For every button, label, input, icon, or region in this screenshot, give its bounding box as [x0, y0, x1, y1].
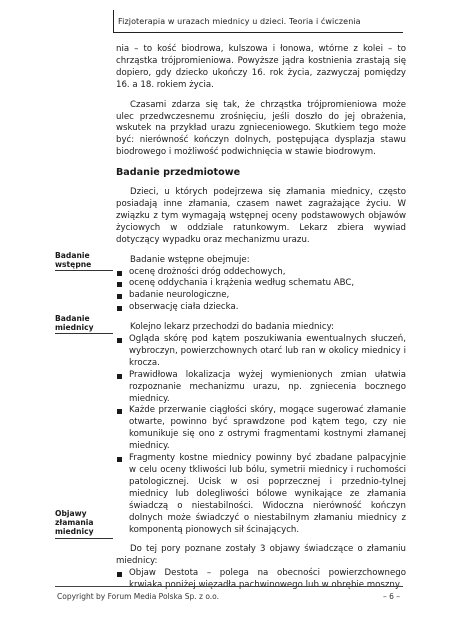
running-header: [113, 10, 403, 33]
bullet-icon: [117, 306, 122, 311]
list-item: ocenę oddychania i krążenia według schematu ABC,: [116, 278, 406, 290]
bullet-icon: [117, 457, 122, 462]
list-item: Fragmenty kostne miednicy powinny być zbadane palpacyjnie w celu oceny tkliwości lub bólu, symetrii miednicy i ruchomości patologicznej. Ucisk w osi poprzecznej i przednio-tylnej miednicy lub dolegliwości bólowe wynikające ze złamania świadczą o niestabilności. Widoczna nierówność kończyn dolnych może świadczyć o niestabilnym złamaniu miednicy z komponentą pionowych sił ścinających.: [116, 453, 406, 536]
list-item: Ogląda skórę pod kątem poszukiwania ewentualnych słuczeń, wybroczyn, powierzchownych otarć lub ran w okolicy miednicy i krocza.: [116, 334, 406, 370]
bullet-icon: [117, 282, 122, 287]
bullet-icon: [117, 572, 122, 577]
main-text: [116, 44, 406, 592]
list-pelvis-exam: [116, 334, 406, 536]
bullet-icon: [117, 338, 122, 343]
list-item: Objaw Destota – polega na obecności powierzchownego krwiaka poniżej więzadła pachwinowego lub w obrębie moszny.: [116, 568, 406, 592]
paragraph: nia – to kość biodrowa, kulszowa i łonowa, wtórne z kolei – to chrząstka trójpromieniowa. Powyższe jądra kostnienia zrastają się dopiero, gdy dziecko ukończy 16. rok życia, zazwyczaj pomiędzy 16. a 18. rokiem życia.: [116, 44, 406, 90]
list-initial-exam: [116, 267, 406, 315]
paragraph: Kolejno lekarz przechodzi do badania miednicy:: [130, 322, 334, 333]
list-signs: [116, 568, 406, 592]
list-item: Prawidłowa lokalizacja wyżej wymienionych zmian ułatwia rozpoznanie mechanizmu urazu, np. zgniecenia bocznego miednicy.: [116, 370, 406, 406]
bullet-icon: [117, 294, 122, 299]
side-label-badanie-wstepne: Badanie wstępne: [55, 251, 92, 269]
bullet-icon: [117, 271, 122, 276]
bullet-icon: [117, 374, 122, 379]
list-item: badanie neurologiczne,: [116, 290, 406, 302]
paragraph: Czasami zdarza się tak, że chrząstka trójpromieniowa może ulec przedwczesnemu zrośnięciu, jeśli doszło do jej obrażenia, wskutek na przykład urazu zgnieceniowego. Skutkiem tego może być: nierówność kończyn dolnych, postępująca dysplazja stawu biodrowego i możliwość podwichnięcia w stawie biodrowym.: [116, 99, 406, 158]
side-label-badanie-miednicy: Badanie miednicy: [55, 314, 94, 332]
side-label-rule: [55, 333, 113, 334]
side-label-rule: [55, 270, 113, 271]
paragraph: Dzieci, u których podejrzewa się złamania miednicy, często posiadają inne złamania, czasem nawet zagrażające życiu. W związku z tym wymagają wstępnej oceny podstawowych objawów życiowych w oddziale ratunkowym. Lekarz zbiera wywiad dotyczący wypadku oraz mechanizmu urazu.: [116, 187, 406, 245]
side-label-objawy-zlamania: Objawy złamania miednicy: [55, 509, 94, 536]
list-item: Każde przerwanie ciągłości skóry, mogące sugerować złamanie otwarte, powinno być sprawdzone pod kątem tego, czy nie komunikuje się ono z ostrymi fragmentami kostnymi złamanej miednicy.: [116, 405, 406, 453]
section-heading: Badanie przedmiotowe: [116, 167, 241, 179]
bullet-icon: [117, 409, 122, 414]
list-item: ocenę drożności dróg oddechowych,: [116, 267, 406, 279]
running-header-title: Fizjoterapia w urazach miednicy u dzieci. Teoria i ćwiczenia: [118, 16, 361, 26]
footer-rule: [55, 586, 403, 587]
side-label-rule: [55, 538, 113, 539]
list-item: obserwację ciała dziecka.: [116, 302, 406, 314]
footer-copyright: Copyright by Forum Media Polska Sp. z o.o.: [57, 592, 220, 601]
page-number: – 6 –: [382, 592, 400, 601]
paragraph: Badanie wstępne obejmuje:: [130, 254, 250, 265]
paragraph: Do tej pory poznane zostały 3 objawy świadczące o złamaniu miednicy:: [116, 544, 406, 567]
